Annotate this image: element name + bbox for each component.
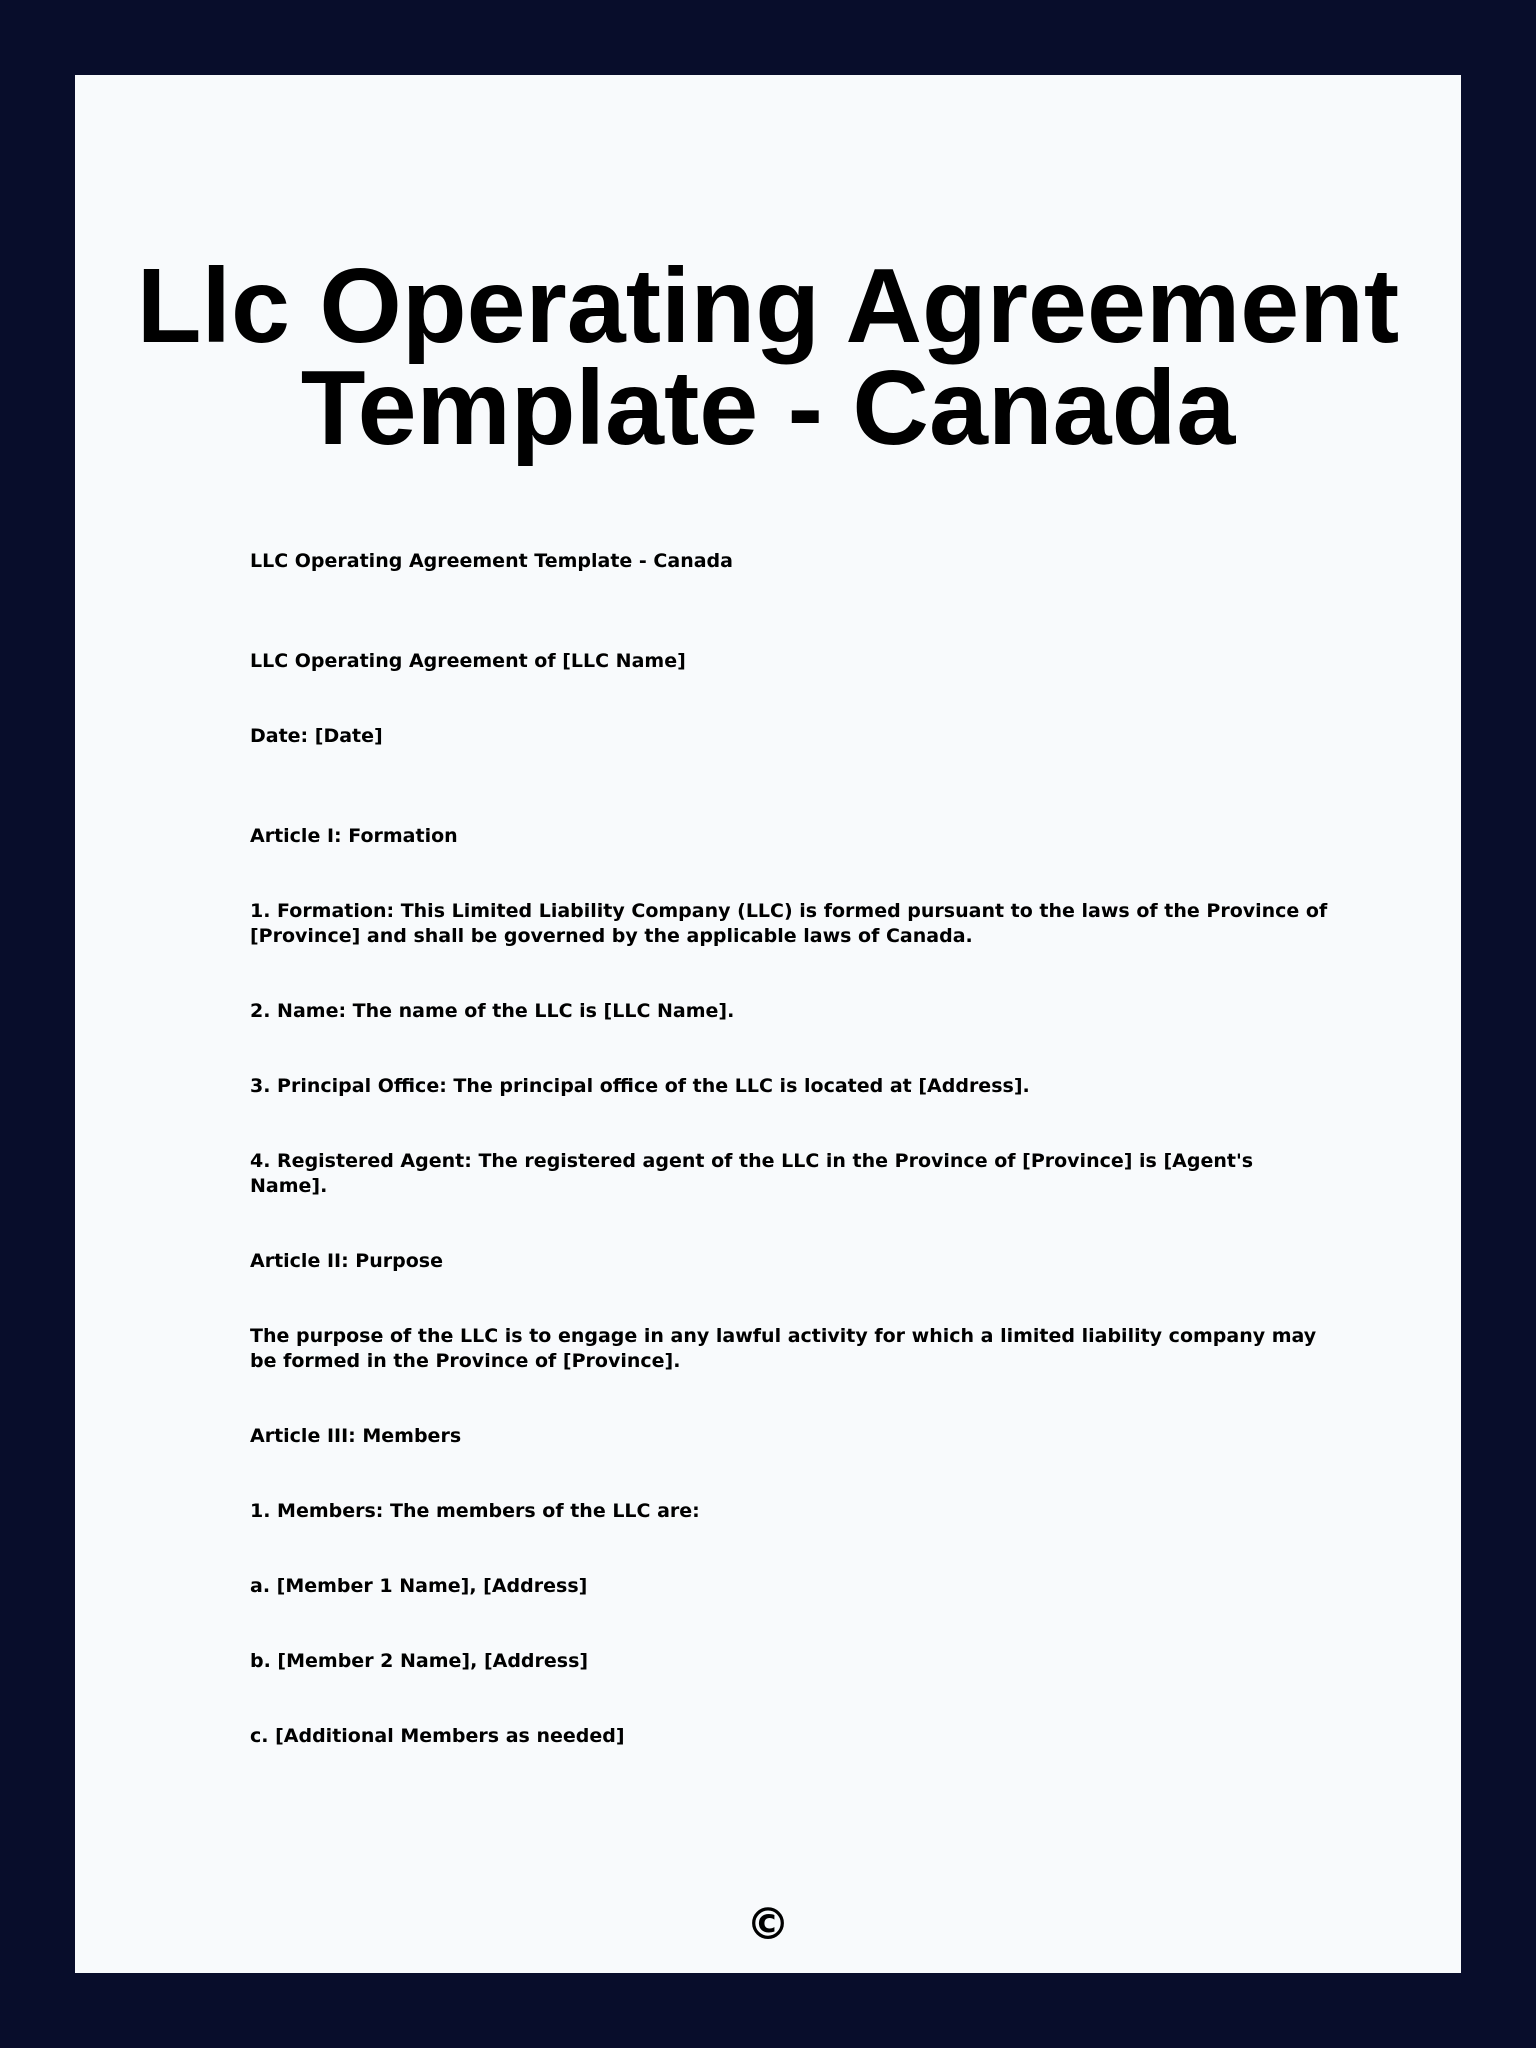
document-title xyxy=(75,247,1461,467)
template-heading: LLC Operating Agreement Template - Canada xyxy=(250,550,733,572)
agreement-name-line: LLC Operating Agreement of [LLC Name] xyxy=(250,650,686,672)
article-2-purpose-text: The purpose of the LLC is to engage in any lawful activity for which a limited liability company may be formed in the Province of [Province]. xyxy=(250,1325,1317,1372)
article-3-clause-members: 1. Members: The members of the LLC are: xyxy=(250,1500,700,1522)
member-item-a: a. [Member 1 Name], [Address] xyxy=(250,1575,588,1597)
document-title-line-1: Llc Operating Agreement xyxy=(136,247,1400,365)
member-item-c: c. [Additional Members as needed] xyxy=(250,1725,625,1747)
article-1-clause-registered-agent: 4. Registered Agent: The registered agent of the LLC in the Province of [Province] is [Agent's Name]. xyxy=(250,1150,1254,1197)
article-2-heading: Article II: Purpose xyxy=(250,1250,443,1272)
article-1-clause-formation: 1. Formation: This Limited Liability Company (LLC) is formed pursuant to the laws of the Province of [Province] and shall be governed by the applicable laws of Canada. xyxy=(250,900,1328,947)
document-title-line-2: Template - Canada xyxy=(300,349,1236,467)
document-page xyxy=(75,75,1461,1973)
date-line: Date: [Date] xyxy=(250,725,383,747)
copyright-icon: © xyxy=(746,1899,790,1950)
article-1-clause-name: 2. Name: The name of the LLC is [LLC Name]. xyxy=(250,1000,735,1022)
article-1-clause-principal-office: 3. Principal Office: The principal office of the LLC is located at [Address]. xyxy=(250,1075,1030,1097)
article-3-heading: Article III: Members xyxy=(250,1425,462,1447)
article-1-heading: Article I: Formation xyxy=(250,825,458,847)
member-item-b: b. [Member 2 Name], [Address] xyxy=(250,1650,589,1672)
